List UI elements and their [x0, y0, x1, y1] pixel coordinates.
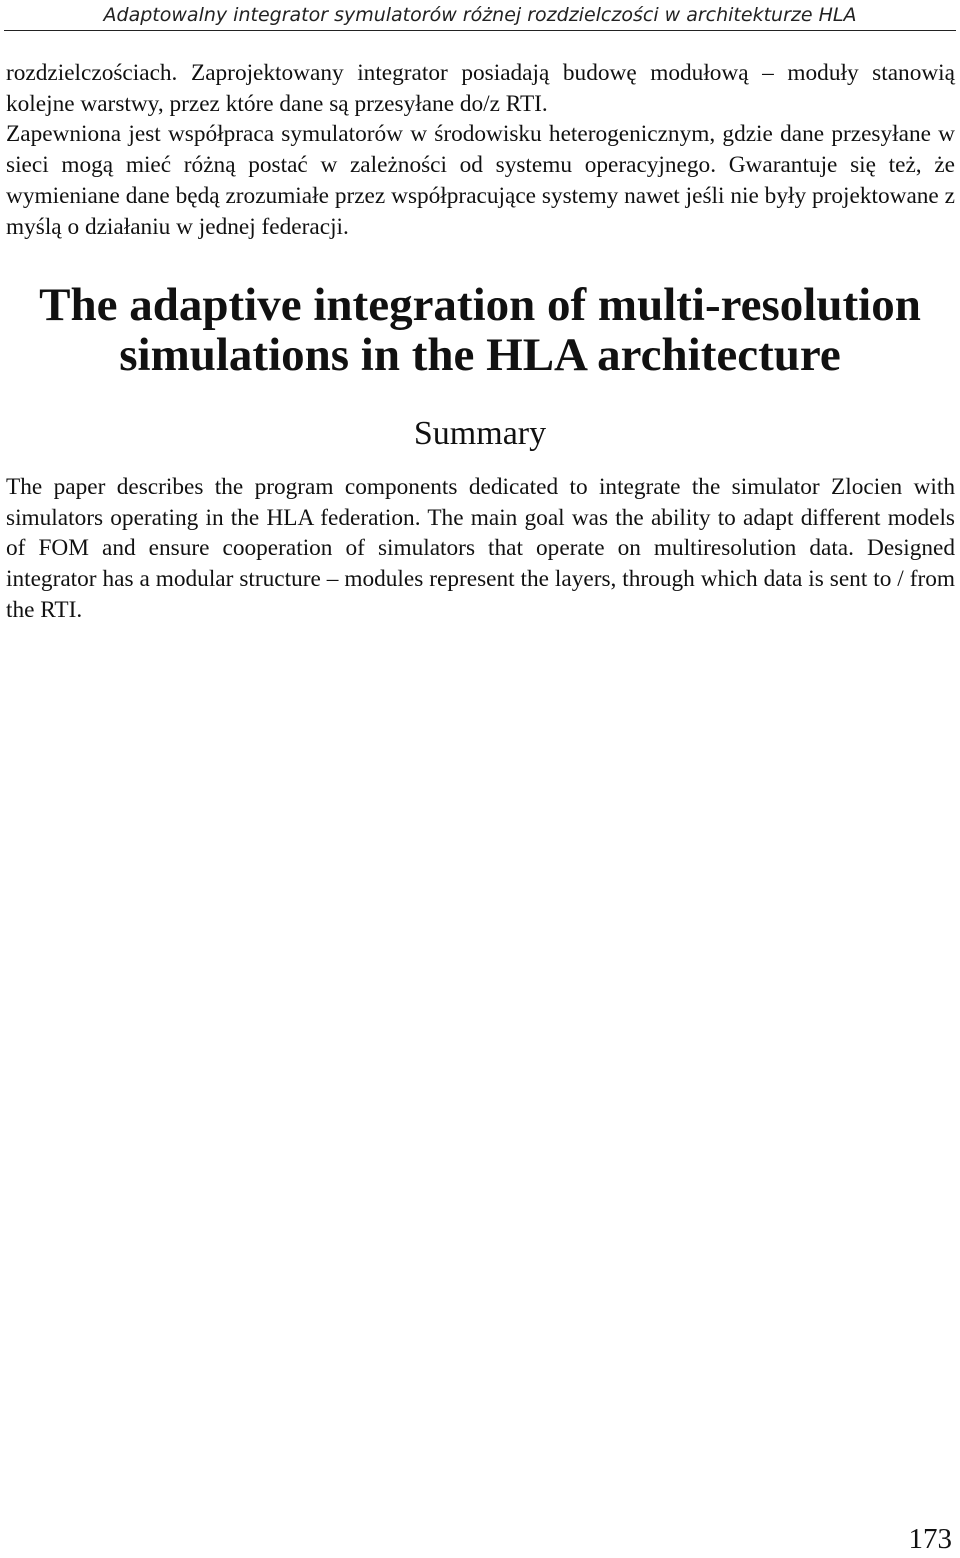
page-number: 173	[908, 1523, 952, 1555]
english-title	[0, 280, 960, 380]
running-header: Adaptowalny integrator symulatorów różnej rozdzielczości w architekturze HLA	[4, 2, 956, 31]
english-title-line-1: The adaptive integration of multi-resolution	[39, 279, 921, 331]
summary-heading: Summary	[413, 415, 547, 452]
english-title-line-2: simulations in the HLA architecture	[119, 329, 841, 381]
polish-body-text	[6, 58, 955, 242]
polish-paragraph-1: rozdzielczościach. Zaprojektowany integrator posiadają budowę modułową – moduły stanowią kolejne warstwy, przez które dane są przesyłane do/z RTI.	[6, 60, 955, 117]
summary-paragraph: The paper describes the program components dedicated to integrate the simulator Zlocien with simulators operating in the HLA federation. The main goal was the ability to adapt different models of FOM and ensure cooperation of simulators that operate on multiresolution data. Designed integrator has a modular structure – modules represent the layers, through which data is sent to / from the RTI.	[6, 474, 955, 623]
polish-paragraph-2: Zapewniona jest współpraca symulatorów w środowisku heterogenicznym, gdzie dane przesyłane w sieci mogą mieć różną postać w zależności od systemu operacyjnego. Gwarantuje się też, że wymieniane dane będą zrozumiałe przez współpracujące systemy nawet jeśli nie były projektowane z myślą o działaniu w jednej federacji.	[6, 121, 955, 240]
